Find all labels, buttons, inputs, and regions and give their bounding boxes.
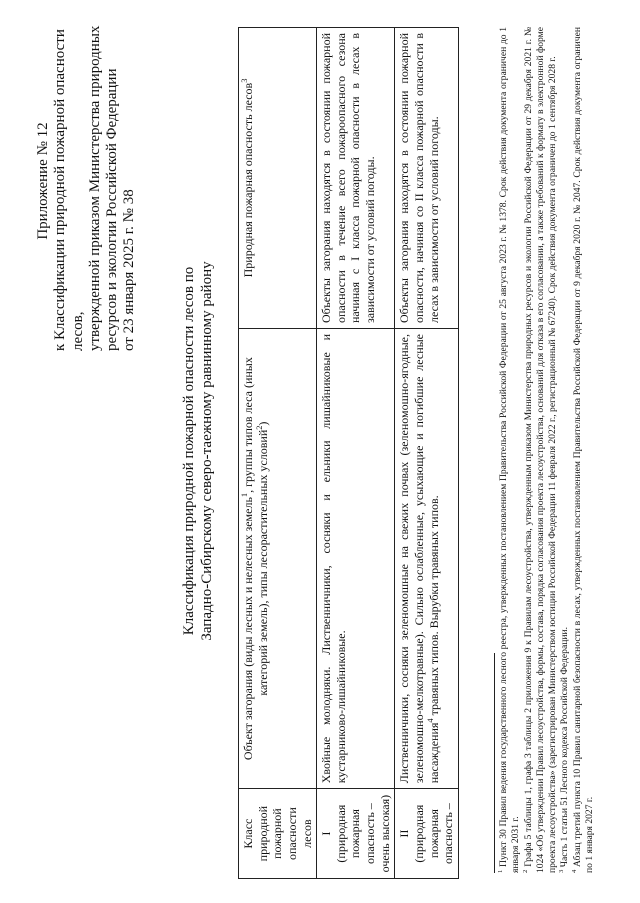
header-danger: Природная пожарная опасность лесов$^3$ [239,28,317,329]
header-class: Класс природной пожарной опасности лесов [239,789,317,879]
footnote-3: $^3$ Часть 1 статьи 51 Лесного кодекса Российской Федерации. [558,626,571,873]
document-title [180,151,216,751]
footnote-2: $^2$ Графа 5 таблицы 1, графа 3 таблицы 2 приложения 9 к Правилам лесоустройства, утвержденным приказом Министерства природных ресурсов и экологии Российской Федерации от 29 декабря 2021 г. № 1024 «Об утверждении Правил лесоустройства, формы, состава, порядка согласования проекта лесоустройства, оснований для отказа в его согласовании, а также требований к формату в электронной форме проекта лесоустройства» (зарегистрирован Министерством юстиции Российской Федерации 11 февраля 2022 г., регистрационный № 67240). Срок действия документа ограничен до 1 сентября 2028 г. [521,27,559,873]
appendix-line-4: от 23 января 2025 г. № 38 [121,189,138,351]
row-1-class: I (природная пожарная опасность – очень высокая) [317,789,395,879]
table-row [317,28,395,879]
footnote-separator [494,653,495,873]
row-2-object: Лиственничники, сосняки зеленомошные на свежих почвах (зеленомошно-ягодные, зеленомошно-мелкотравные). Сильно ослабленные, усыхающие и погибшие лесные насаждения$^4$ травяных типов. Вырубки травяных типов. [395,328,459,788]
appendix-line-2: утвержденной приказом Министерства природных [86,25,103,351]
footnote-1: $^1$ Пункт 30 Правил ведения государственного лесного реестра, утвержденных постановлением Правительства Российской Федерации от 25 августа 2023 г. № 1378. Срок действия документа ограничен до 1 января 2031 г. [496,27,522,873]
rotated-sheet [10,11,630,891]
row-1-danger: Объекты загорания находятся в состоянии пожарной опасности в течение всего пожароопасного сезона начиная с I класса пожарной опасности в лесах в зависимости от условий погоды. [317,28,395,329]
row-2-class: II (природная пожарная опасность – [395,789,459,879]
classification-table [238,27,459,879]
appendix-line-3: ресурсов и экологии Российской Федерации [104,68,120,351]
appendix-header [35,11,139,351]
footnote-4: $^4$ Абзац третий пункта 10 Правил санитарной безопасности в лесах, утвержденных постановлением Правительства Российской Федерации от 9 декабря 2020 г. № 2047. Срок действия документа ограничен по 1 января 2027 г. [570,27,595,873]
table-header-row [239,28,317,879]
table-row [395,28,459,879]
title-line-2: Западно-Сибирскому северо-таежному равнинному району [199,261,215,641]
header-object: Объект загорания (виды лесных и нелесных земель$^1$, группы типов леса (иных категорий земель), типы лесорастительных условий$^2$) [239,328,317,788]
row-2-danger: Объекты загорания находятся в состоянии пожарной опасности, начиная со II класса пожарной опасности в лесах в зависимости от условий погоды. [395,28,459,329]
row-1-object: Хвойные молодняки. Лиственничники, сосняки и ельники лишайниковые и кустарниково-лишайниковые. [317,328,395,788]
footnotes [498,27,596,873]
appendix-line-1: к Классификации природной пожарной опасности лесов, [52,29,86,351]
title-line-1: Классификация природной пожарной опасности лесов по [181,266,197,636]
appendix-number: Приложение № 12 [35,122,51,240]
